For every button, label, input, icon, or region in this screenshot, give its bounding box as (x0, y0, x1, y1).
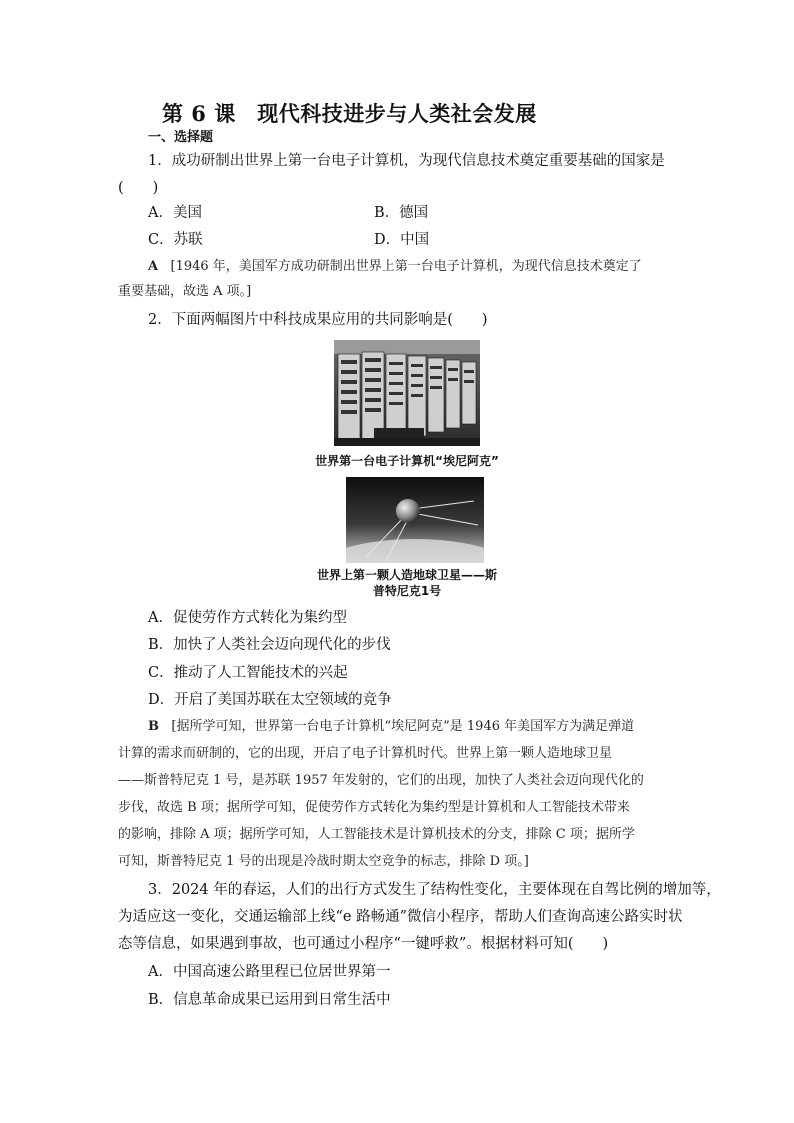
q3-stem-line2: 为适应这一变化，交通运输部上线“e 路畅通”微信小程序，帮助人们查询高速公路实时状 (118, 909, 683, 925)
section-heading: 一、选择题 (148, 130, 214, 145)
q2-option-a: A．促使劳作方式转化为集约型 (148, 610, 347, 626)
q1-option-a: A．美国 (148, 205, 202, 221)
eniac-caption: 世界第一台电子计算机“埃尼阿克” (315, 454, 499, 468)
sputnik-illustration (346, 477, 484, 563)
page-title: 第 6 课 现代科技进步与人类社会发展 (162, 101, 537, 126)
sputnik-caption-line2: 普特尼克1号 (372, 584, 442, 598)
eniac-illustration (334, 340, 480, 446)
q2-answer-line3: ——斯普特尼克 1 号，是苏联 1957 年发射的，它们的出现，加快了人类社会迈向现代化的 (118, 773, 644, 788)
q1-answer-line1 (148, 259, 642, 275)
q2-answer-line2: 计算的需求而研制的，它的出现，开启了电子计算机时代。世界上第一颗人造地球卫星 (118, 746, 613, 761)
q2-answer-line4: 步伐，故选 B 项；据所学可知，促使劳作方式转化为集约型是计算机和人工智能技术带来 (118, 800, 630, 815)
q2-answer-line5: 的影响，排除 A 项；据所学可知，人工智能技术是计算机技术的分支，排除 C 项；据所学 (118, 827, 635, 842)
q1-stem-line1: 1．成功研制出世界上第一台电子计算机，为现代信息技术奠定重要基础的国家是 (148, 153, 665, 169)
sputnik-caption-line1: 世界上第一颗人造地球卫星——斯 (316, 568, 497, 582)
q1-answer-key: A (148, 259, 159, 274)
q3-option-b: B．信息革命成果已运用到日常生活中 (148, 992, 391, 1008)
q2-answer-text1: [据所学可知，世界第一台电子计算机“埃尼阿克”是 1946 年美国军方为满足弹道 (171, 719, 635, 734)
q2-answer-line6: 可知，斯普特尼克 1 号的出现是冷战时期太空竞争的标志，排除 D 项。] (118, 854, 529, 869)
q1-option-c: C．苏联 (148, 232, 203, 248)
q2-answer-key: B (148, 719, 159, 734)
sputnik-photo (346, 477, 484, 563)
q2-option-b: B．加快了人类社会迈向现代化的步伐 (148, 637, 391, 653)
q2-stem: 2．下面两幅图片中科技成果应用的共同影响是( ) (148, 312, 488, 328)
q2-answer-line1 (148, 719, 634, 735)
q3-stem-line3: 态等信息，如果遇到事故，也可通过小程序“一键呼救”。根据材料可知( ) (118, 936, 609, 952)
q1-answer-text1: [1946 年，美国军方成功研制出世界上第一台电子计算机，为现代信息技术奠定了 (170, 259, 642, 274)
eniac-photo (334, 340, 480, 446)
q1-stem-line2: ( ) (118, 180, 159, 196)
q1-option-d: D．中国 (374, 232, 430, 248)
q3-option-a: A．中国高速公路里程已位居世界第一 (148, 964, 391, 980)
q3-stem-line1: 3．2024 年的春运，人们的出行方式发生了结构性变化，主要体现在自驾比例的增加等， (148, 882, 721, 898)
q1-option-b: B．德国 (374, 205, 429, 221)
q2-option-d: D．开启了美国苏联在太空领域的竞争 (148, 692, 392, 708)
q2-option-c: C．推动了人工智能技术的兴起 (148, 665, 348, 681)
q1-answer-line2: 重要基础，故选 A 项。] (118, 284, 252, 299)
